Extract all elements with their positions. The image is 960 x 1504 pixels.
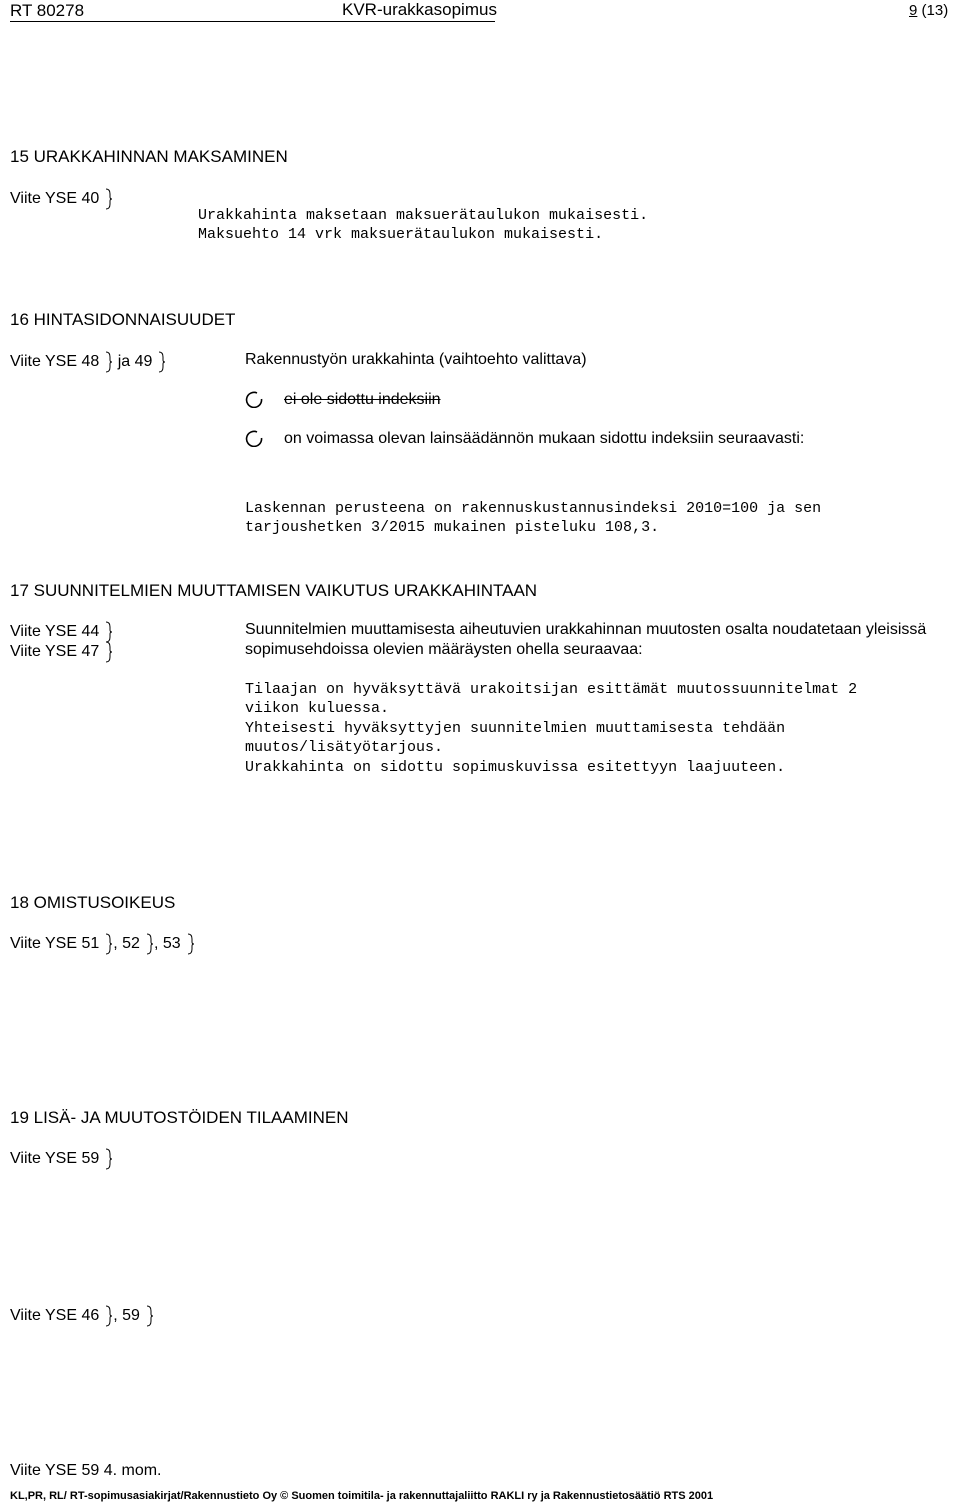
section-17-ref-2: Viite YSE 47 <box>10 641 113 663</box>
page-number: 9 (13) <box>909 2 949 19</box>
option-1-label: ei ole sidottu indeksiin <box>284 391 441 408</box>
section-17-intro: Suunnitelmien muuttamisesta aiheutuvien urakkahinnan muutosten osalta noudatetaan yleisissä <box>245 621 927 638</box>
section-15-ref: Viite YSE 40 <box>10 188 113 210</box>
field-marker-icon <box>144 933 154 955</box>
section-16-line: tarjoushetken 3/2015 mukainen pisteluku 108,3. <box>245 519 660 536</box>
field-marker-icon <box>144 1305 154 1327</box>
section-16-line: Laskennan perusteena on rakennuskustannusindeksi 2010=100 ja sen <box>245 500 822 517</box>
section-18-ref: Viite YSE 51 , 52 , 53 <box>10 933 195 955</box>
section-17-line: Tilaajan on hyväksyttävä urakoitsijan esittämät muutossuunnitelmat 2 <box>245 681 858 698</box>
section-17-line: Yhteisesti hyväksyttyjen suunnitelmien muuttamisesta tehdään <box>245 720 786 737</box>
section-17-intro: sopimusehdoissa olevien määräysten ohella seuraavaa: <box>245 641 643 658</box>
section-16-ref: Viite YSE 48 ja 49 <box>10 351 166 373</box>
section-19-heading: 19 LISÄ- JA MUUTOSTÖIDEN TILAAMINEN <box>10 1108 349 1127</box>
section-17-ref-1: Viite YSE 44 <box>10 621 113 643</box>
section-15-line: Urakkahinta maksetaan maksuerätaulukon mukaisesti. <box>198 207 649 224</box>
section-17-line: muutos/lisätyötarjous. <box>245 739 444 756</box>
radio-option-1[interactable] <box>245 390 263 408</box>
header-underline <box>10 21 495 22</box>
field-marker-icon <box>103 1148 113 1170</box>
section-19-ref-2: Viite YSE 46 , 59 <box>10 1305 154 1327</box>
section-19-ref-1: Viite YSE 59 <box>10 1148 113 1170</box>
field-marker-icon <box>103 188 113 210</box>
section-16-heading: 16 HINTASIDONNAISUUDET <box>10 310 236 329</box>
section-17-line: Urakkahinta on sidottu sopimuskuvissa esitettyyn laajuuteen. <box>245 759 786 776</box>
section-18-heading: 18 OMISTUSOIKEUS <box>10 893 176 912</box>
section-17-line: viikon kuluessa. <box>245 700 390 717</box>
section-16-intro: Rakennustyön urakkahinta (vaihtoehto valittava) <box>245 351 587 368</box>
page-footer: KL,PR, RL/ RT-sopimusasiakirjat/Rakennustieto Oy © Suomen toimitila- ja rakennuttajaliitto RAKLI ry ja Rakennustietosäätiö RTS 2001 <box>10 1490 714 1502</box>
field-marker-icon <box>103 351 113 373</box>
field-marker-icon <box>103 641 113 663</box>
doc-id: RT 80278 <box>10 1 85 20</box>
option-2-label: on voimassa olevan lainsäädännön mukaan sidottu indeksiin seuraavasti: <box>284 430 805 447</box>
field-marker-icon <box>103 933 113 955</box>
section-19-ref-3: Viite YSE 59 4. mom. <box>10 1462 162 1479</box>
field-marker-icon <box>103 621 113 643</box>
doc-title: KVR-urakkasopimus <box>342 0 497 19</box>
section-15-heading: 15 URAKKAHINNAN MAKSAMINEN <box>10 147 288 166</box>
field-marker-icon <box>156 351 166 373</box>
section-15-line: Maksuehto 14 vrk maksuerätaulukon mukaisesti. <box>198 226 604 243</box>
field-marker-icon <box>103 1305 113 1327</box>
section-17-heading: 17 SUUNNITELMIEN MUUTTAMISEN VAIKUTUS URAKKAHINTAAN <box>10 581 538 600</box>
field-marker-icon <box>185 933 195 955</box>
radio-option-2[interactable] <box>245 429 263 447</box>
